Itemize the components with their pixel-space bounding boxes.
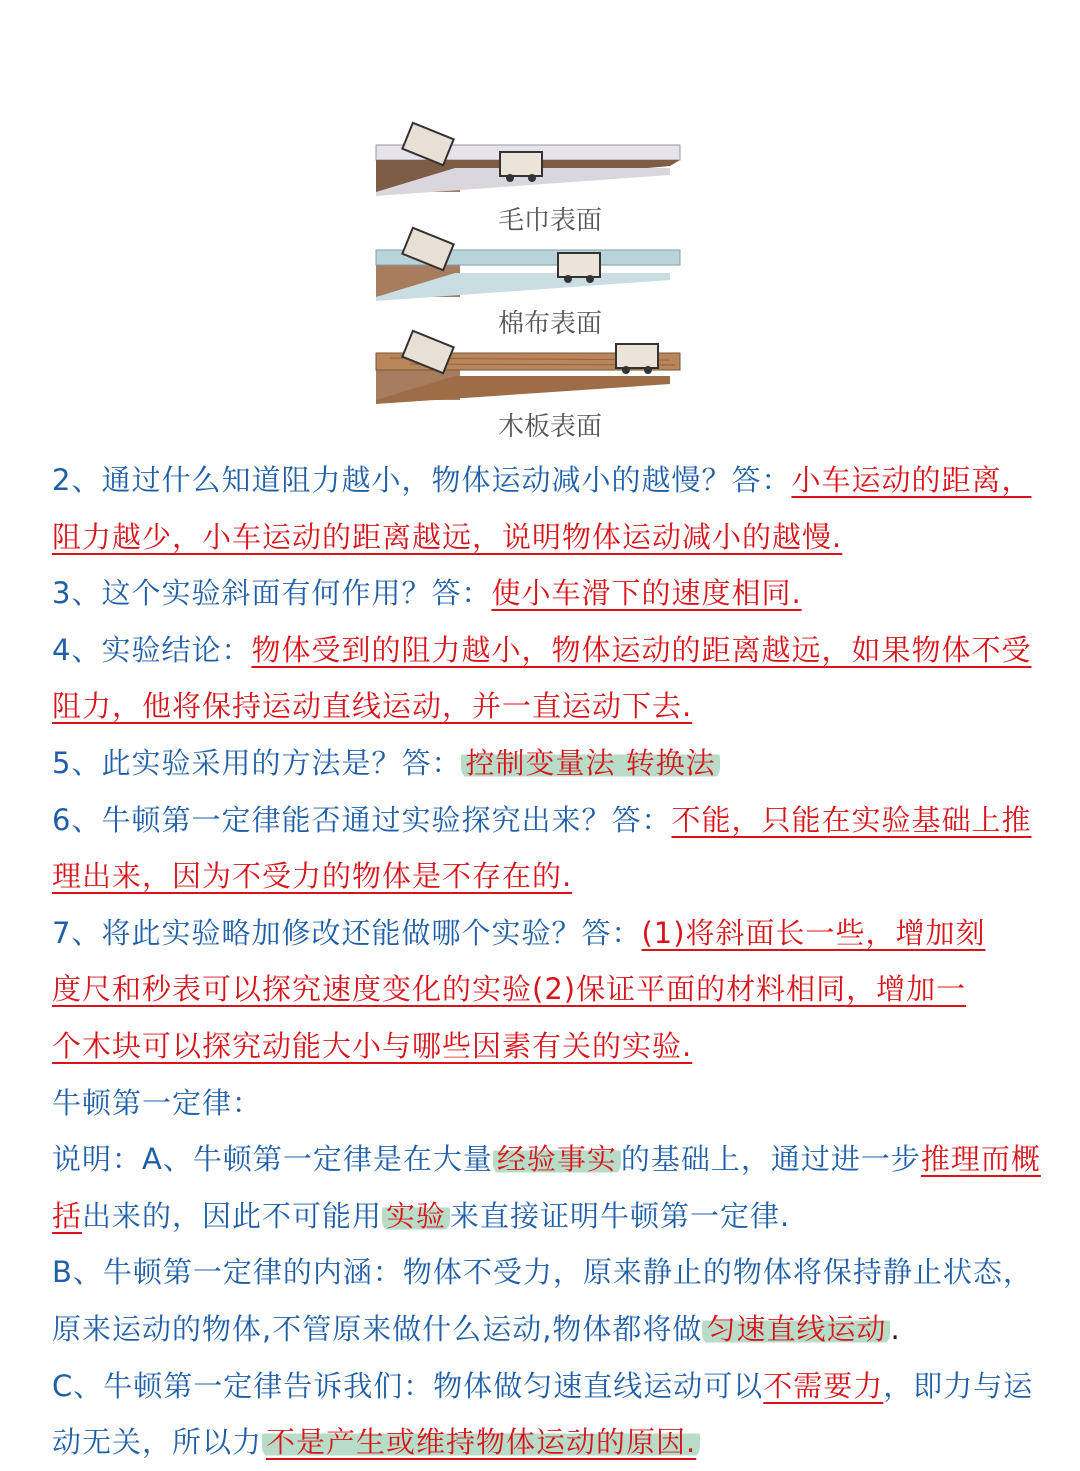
law-c-line-2 <box>52 1414 1037 1471</box>
law-title: 牛顿第一定律： <box>52 1085 263 1120</box>
q7-line-3 <box>52 1018 1037 1075</box>
q7-answer-part-3: 个木块可以探究动能大小与哪些因素有关的实验. <box>52 1028 693 1063</box>
law-b-text: 原来运动的物体,不管原来做什么运动,物体都将做 <box>52 1311 703 1346</box>
towel-surface-diagram <box>370 120 690 200</box>
q6-line-1 <box>52 792 1037 849</box>
law-c-highlight: 不是产生或维持物体运动的原因. <box>262 1425 700 1459</box>
law-a-text-1: 说明：A、牛顿第一定律是在大量 <box>52 1142 493 1177</box>
law-a-text-4: 来直接证明牛顿第一定律. <box>450 1198 791 1233</box>
q3-answer: 使小车滑下的速度相同. <box>491 576 802 611</box>
law-c-line-1 <box>52 1358 1037 1415</box>
law-a-highlight-experience: 经验事实 <box>493 1142 621 1176</box>
q7-question: 7、将此实验略加修改还能做哪个实验？答： <box>52 915 642 950</box>
q5-answer: 控制变量法 转换法 <box>461 746 719 780</box>
q7-line-2 <box>52 961 1037 1018</box>
q6-answer-part-2: 理出来，因为不受力的物体是不存在的. <box>52 859 573 894</box>
law-a-text-2: 的基础上，通过进一步 <box>620 1142 921 1177</box>
q4-line-2 <box>52 678 1037 735</box>
q6-question: 6、牛顿第一定律能否通过实验探究出来？答： <box>52 802 672 837</box>
q4-answer-part-2: 阻力，他将保持运动直线运动，并一直运动下去. <box>52 689 693 724</box>
law-a-line-1 <box>52 1131 1041 1188</box>
experiment-figure <box>370 120 690 440</box>
law-c-text-2: ，即力与运 <box>883 1368 1034 1403</box>
q5-question: 5、此实验采用的方法是？答： <box>52 745 462 780</box>
q7-answer-part-1: (1)将斜面长一些，增加刻 <box>641 915 986 950</box>
law-a-red-reasoning: 推理而概 <box>920 1142 1041 1177</box>
law-c-text-3: 动无关，所以力 <box>52 1425 263 1460</box>
cotton-surface-diagram <box>370 225 690 305</box>
law-a-text-3: 出来的，因此不可能用 <box>82 1198 383 1233</box>
law-b-period: . <box>890 1311 901 1346</box>
law-c-text-1: C、牛顿第一定律告诉我们：物体做匀速直线运动可以 <box>52 1368 764 1403</box>
law-b-line-2 <box>52 1301 1037 1358</box>
q5-line <box>52 735 1037 792</box>
caption-wood: 木板表面 <box>497 412 602 442</box>
notes-body <box>52 452 1041 1471</box>
caption-towel: 毛巾表面 <box>497 206 602 236</box>
q3-question: 3、这个实验斜面有何作用？答： <box>52 576 492 611</box>
q2-answer-part-2: 阻力越少，小车运动的距离越远，说明物体运动减小的越慢. <box>52 519 843 554</box>
law-a-line-2 <box>52 1188 1037 1245</box>
q3-line <box>52 565 1037 622</box>
q4-line-1 <box>52 622 1037 679</box>
q2-answer-part-1: 小车运动的距离， <box>791 463 1032 497</box>
law-a-red-summarize: 括 <box>52 1198 83 1233</box>
caption-cotton: 棉布表面 <box>497 309 602 339</box>
q2-line-1 <box>52 452 1037 509</box>
q7-line-1 <box>52 905 1037 962</box>
q2-question: 2、通过什么知道阻力越小，物体运动减小的越慢？答： <box>52 463 792 497</box>
law-c-red-no-force: 不需要力 <box>763 1368 884 1403</box>
wood-surface-diagram <box>370 328 690 408</box>
q4-question: 4、实验结论： <box>52 632 252 667</box>
q6-answer-part-1: 不能，只能在实验基础上推 <box>671 802 1032 837</box>
law-a-highlight-experiment: 实验 <box>382 1199 450 1233</box>
law-b-line-1: B、牛顿第一定律的内涵：物体不受力，原来静止的物体将保持静止状态， <box>52 1255 1033 1290</box>
law-b-highlight: 匀速直线运动 <box>702 1312 890 1346</box>
q4-answer-part-1: 物体受到的阻力越小，物体运动的距离越远，如果物体不受 <box>251 632 1032 667</box>
q7-answer-part-2: 度尺和秒表可以探究速度变化的实验(2)保证平面的材料相同，增加一 <box>52 972 967 1007</box>
q2-line-2 <box>52 509 1037 566</box>
q6-line-2 <box>52 848 1037 905</box>
